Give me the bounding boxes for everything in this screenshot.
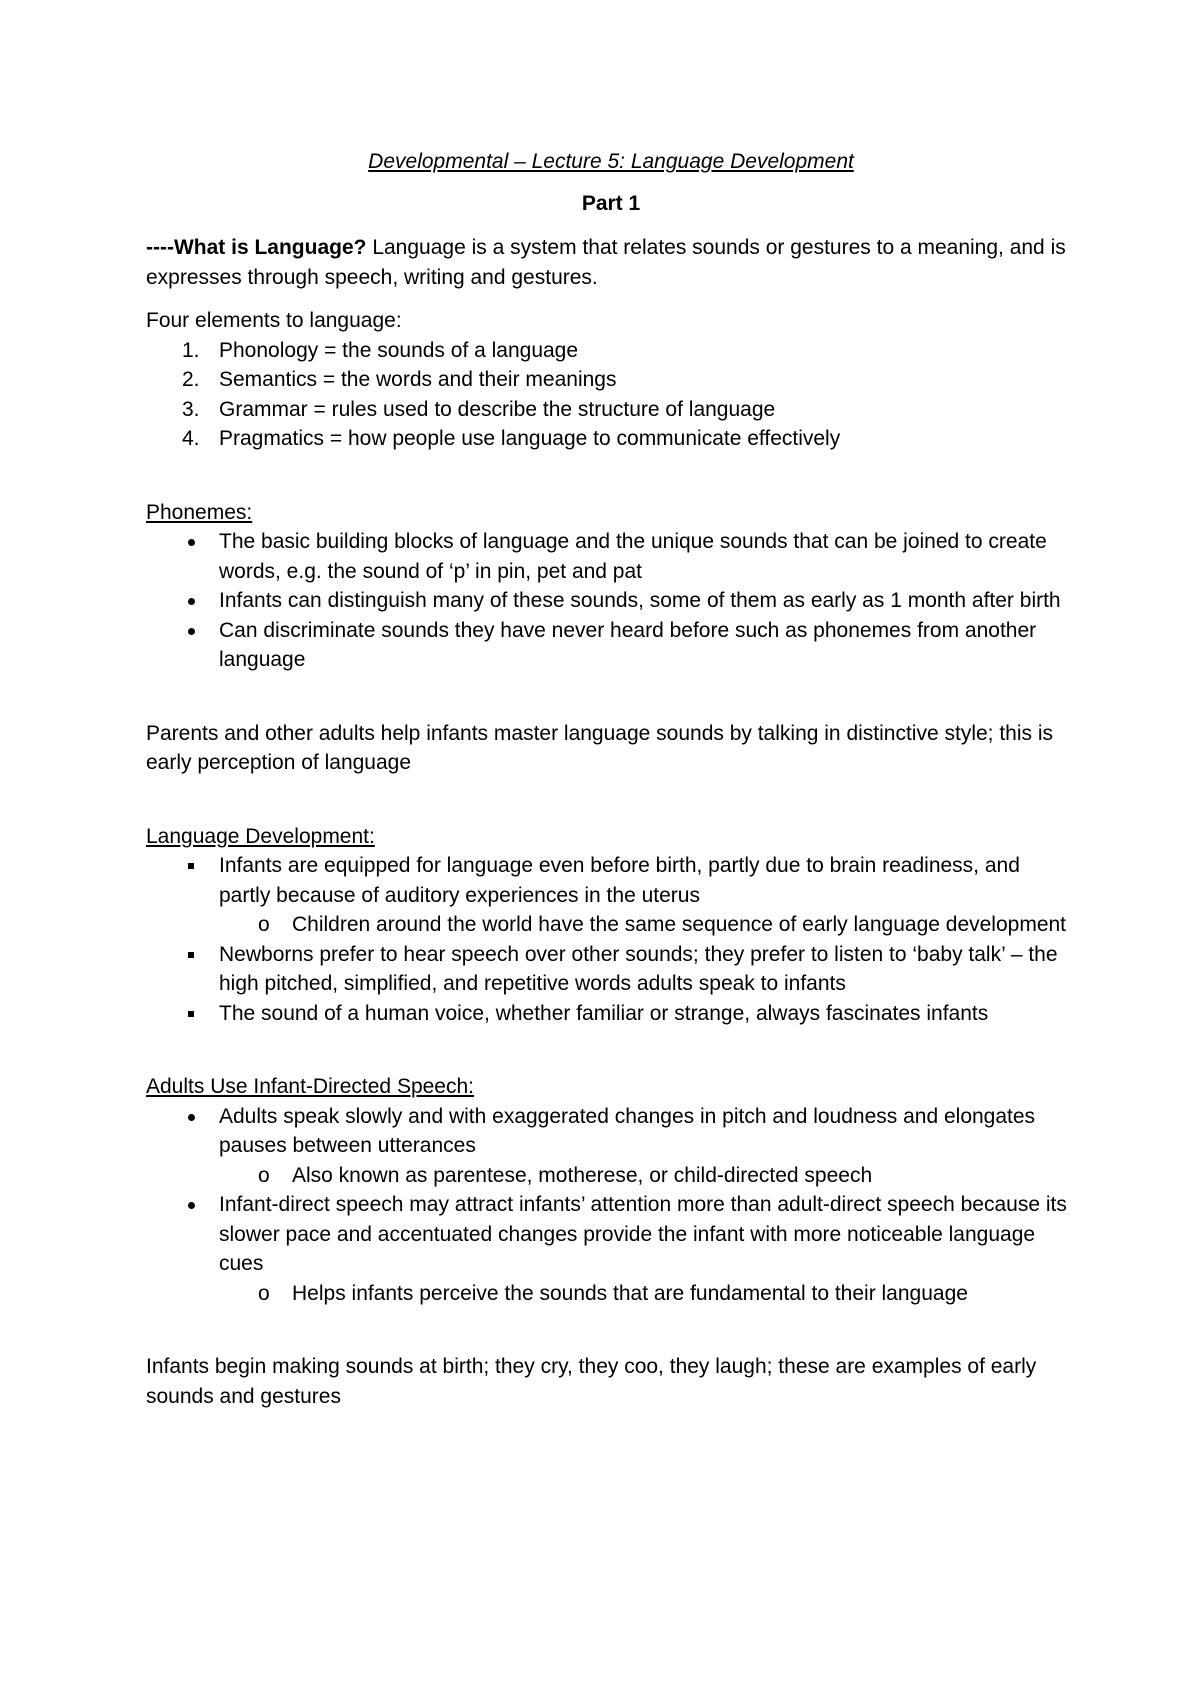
list-text: Phonology = the sounds of a language [219, 338, 579, 362]
intro-bold: ----What is Language? [146, 236, 367, 259]
list-text: Also known as parentese, motherese, or child-directed speech [292, 1163, 873, 1187]
list-text: Grammar = rules used to describe the structure of language [219, 397, 776, 421]
closing-paragraph: Infants begin making sounds at birth; they cry, they coo, they laugh; these are examples of early sounds and gestures [146, 1355, 1037, 1408]
list-item [146, 1102, 1076, 1161]
list-text: Infants are equipped for language even before birth, partly due to brain readiness, and partly because of auditory experiences in the uterus [219, 854, 1020, 907]
sub-list-item [146, 1161, 1076, 1191]
list-text: Pragmatics = how people use language to communicate effectively [219, 427, 841, 450]
phonemes-list [146, 527, 1076, 675]
list-item [146, 1190, 1076, 1279]
list-text: Helps infants perceive the sounds that are fundamental to their language [292, 1281, 968, 1305]
list-item [146, 586, 1076, 616]
intro-text: Language is a system that relates sounds or gestures to a meaning, and is expresses through speech, writing and gestures. [146, 236, 1066, 289]
phonemes-heading: Phonemes: [146, 500, 253, 524]
list-item [146, 527, 1076, 586]
list-text: Semantics = the words and their meanings [219, 368, 617, 391]
language-development-heading: Language Development: [146, 824, 375, 848]
list-number: 4. [182, 427, 200, 450]
list-number: 3. [182, 397, 200, 421]
list-text: Infant-direct speech may attract infants’ attention more than adult-direct speech because its slower pace and accentuated changes provide the infant with more noticeable language cues [219, 1193, 1067, 1275]
list-item [146, 616, 1076, 675]
elements-list [146, 336, 1076, 454]
list-text: Children around the world have the same sequence of early language development [292, 913, 1067, 936]
list-item [146, 851, 1076, 910]
bullet-square-icon [188, 1011, 194, 1017]
bullet-dot-icon [188, 1114, 195, 1121]
bullet-square-icon [188, 863, 194, 869]
spacer [146, 1028, 1076, 1072]
spacer [146, 1308, 1076, 1352]
sub-list-item [146, 1279, 1076, 1309]
infant-directed-speech-list [146, 1102, 1076, 1309]
list-text: The basic building blocks of language and the unique sounds that can be joined to create words, e.g. the sound of ‘p’ in pin, pet and pat [219, 530, 1047, 583]
list-item [146, 336, 1076, 366]
sub-list-item [146, 910, 1076, 940]
document-page [146, 147, 1076, 1411]
list-text: Newborns prefer to hear speech over other sounds; they prefer to listen to ‘baby talk’ – the high pitched, simplified, and repetitive words adults speak to infants [219, 942, 1058, 995]
list-item [146, 940, 1076, 999]
bullet-circle-icon: o [258, 1281, 270, 1305]
list-item [146, 424, 1076, 454]
bullet-dot-icon [188, 1202, 195, 1209]
bullet-circle-icon: o [258, 1163, 270, 1187]
list-item [146, 999, 1076, 1029]
intro-paragraph [146, 233, 1076, 292]
list-text: Infants can distinguish many of these sounds, some of them as early as 1 month after birth [219, 589, 1061, 612]
elements-heading: Four elements to language: [146, 309, 402, 332]
document-title: Developmental – Lecture 5: Language Development [368, 150, 854, 173]
infant-directed-speech-heading: Adults Use Infant-Directed Speech: [146, 1075, 475, 1098]
list-item [146, 365, 1076, 395]
list-text: The sound of a human voice, whether familiar or strange, always fascinates infants [219, 1001, 989, 1025]
list-number: 1. [182, 338, 200, 362]
list-text: Can discriminate sounds they have never heard before such as phonemes from another language [219, 618, 1037, 671]
bullet-dot-icon [188, 539, 195, 546]
language-development-list [146, 851, 1076, 1028]
spacer [146, 454, 1076, 498]
bullet-dot-icon [188, 628, 195, 635]
parents-paragraph: Parents and other adults help infants master language sounds by talking in distinctive style; this is early perception of language [146, 721, 1054, 774]
bullet-dot-icon [188, 598, 195, 605]
part-heading: Part 1 [581, 191, 641, 215]
spacer [146, 778, 1076, 822]
list-text: Adults speak slowly and with exaggerated changes in pitch and loudness and elongates pauses between utterances [219, 1104, 1036, 1157]
bullet-circle-icon: o [258, 913, 270, 936]
spacer [146, 675, 1076, 719]
list-number: 2. [182, 368, 200, 391]
list-item [146, 395, 1076, 425]
bullet-square-icon [188, 952, 194, 958]
